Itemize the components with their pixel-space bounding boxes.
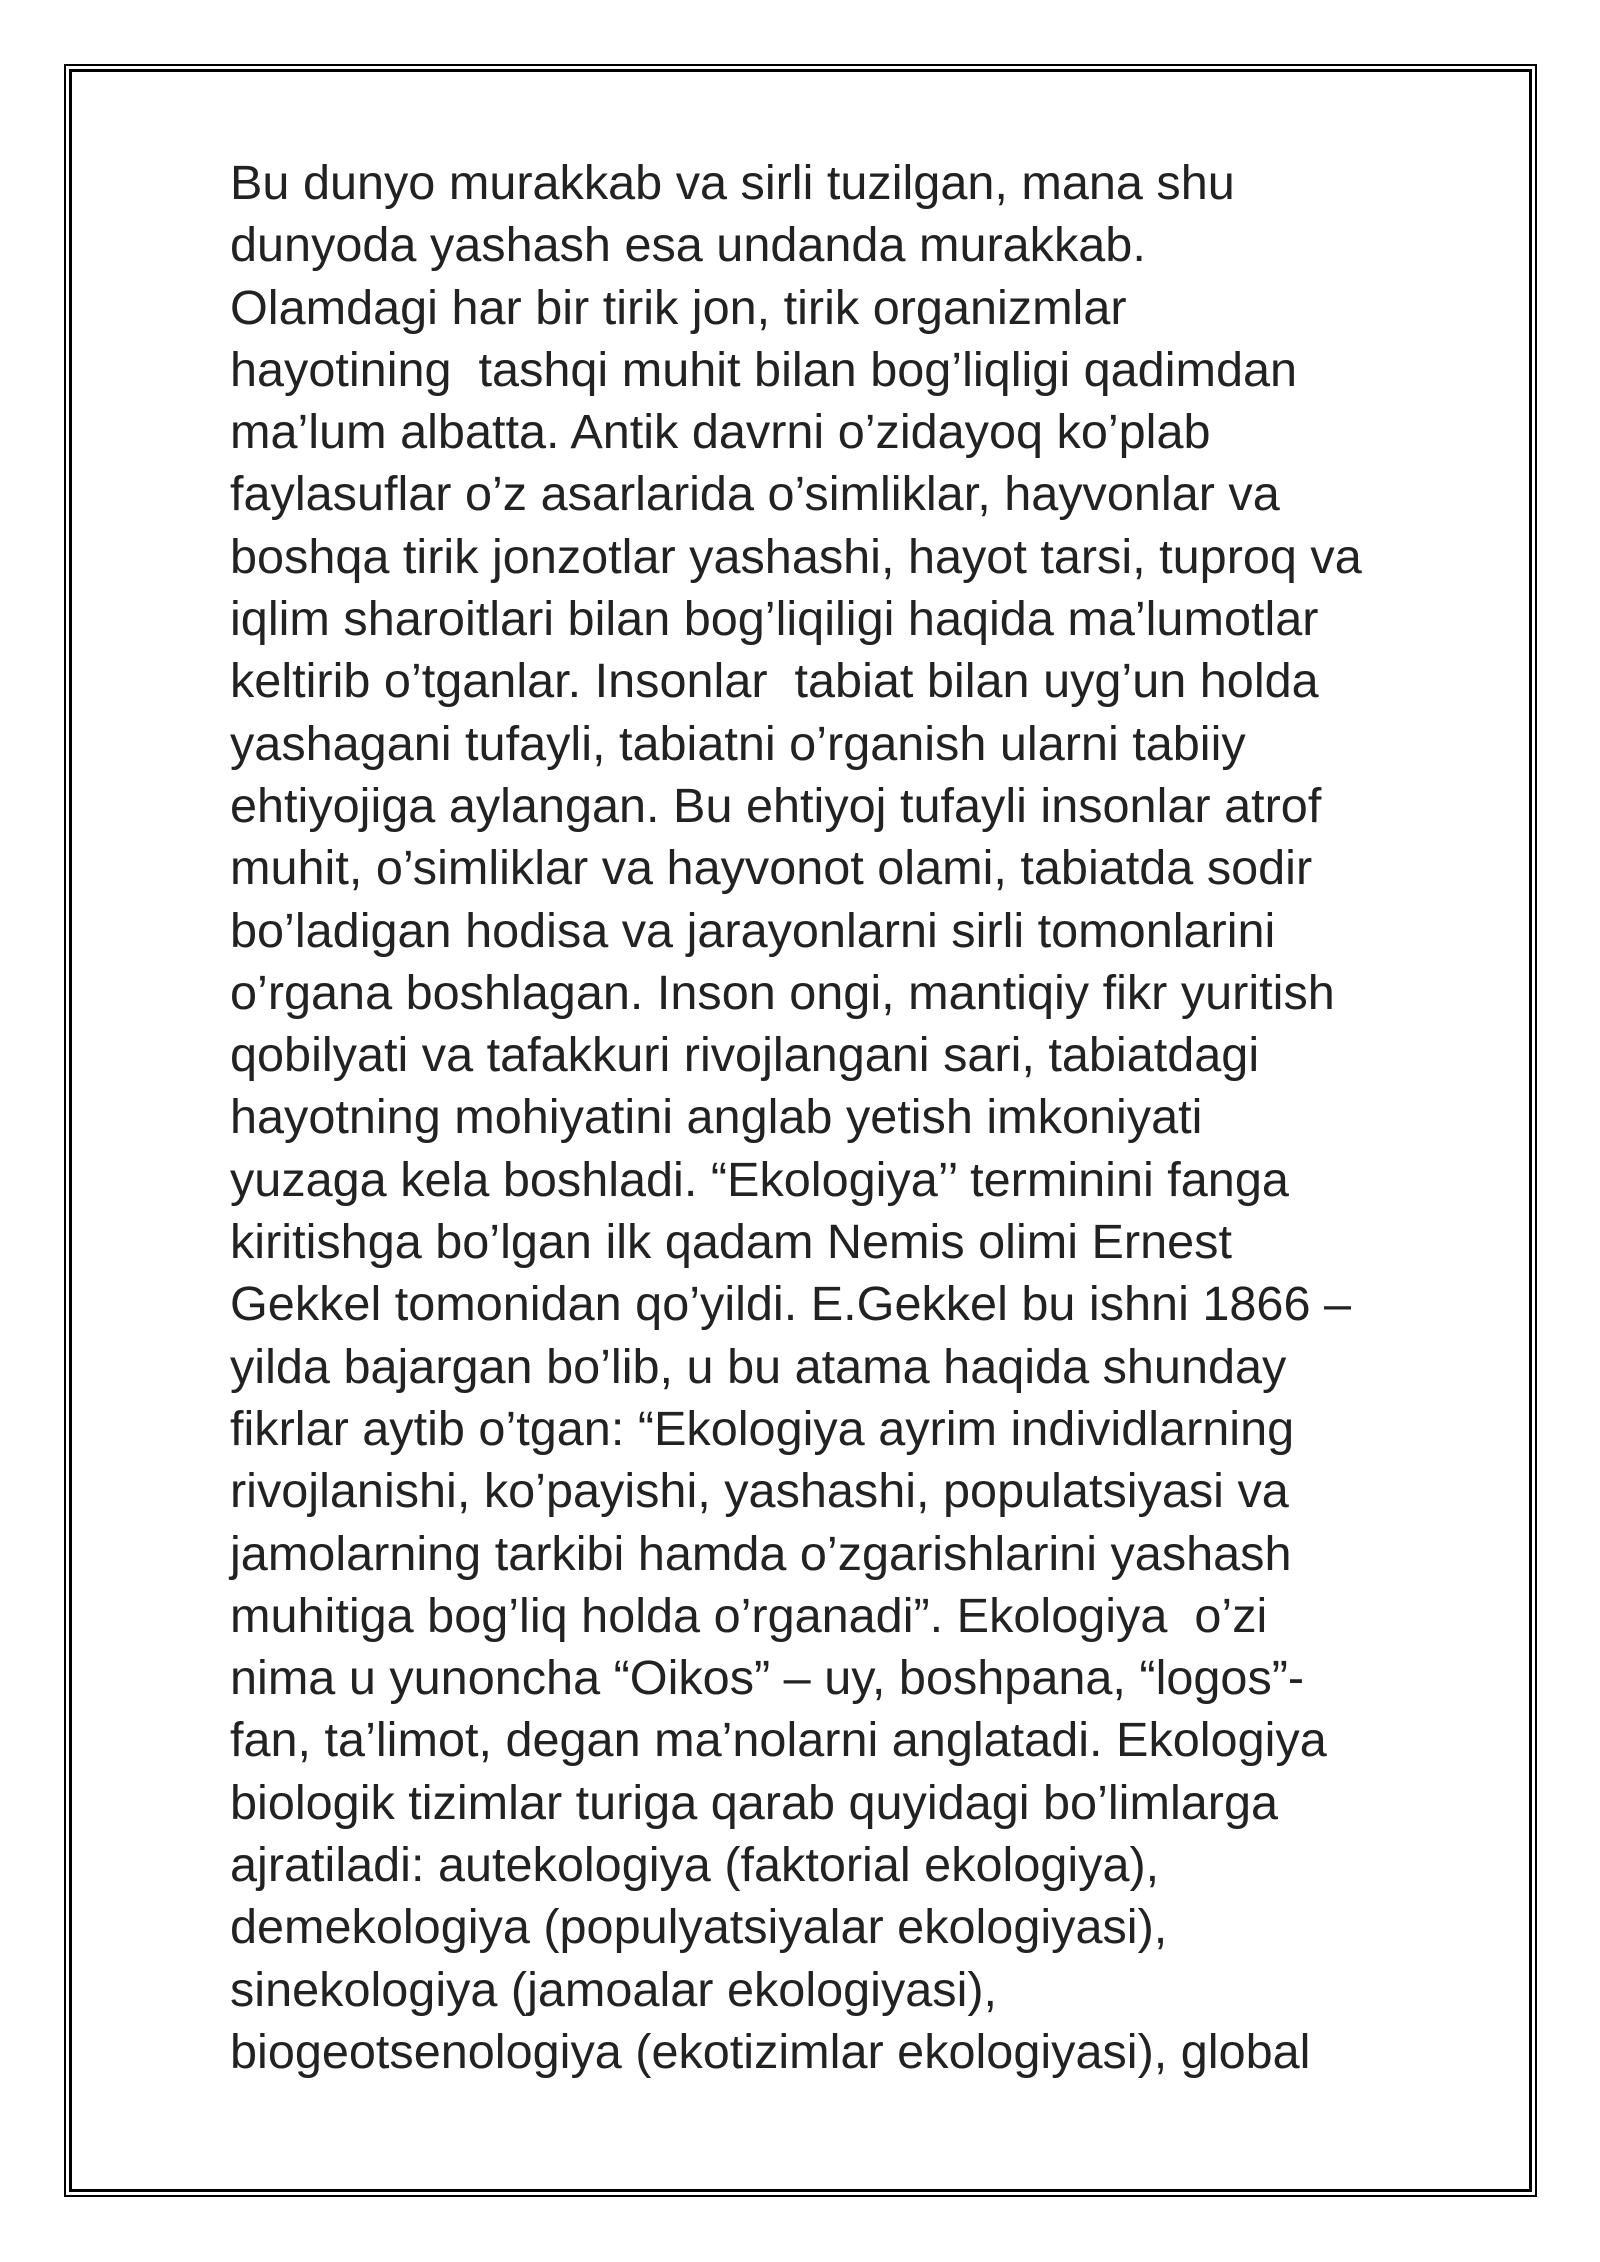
text-line: keltirib o’tganlar. Insonlar tabiat bilan uyg’un holda [230, 654, 1319, 709]
text-line: boshqa tirik jonzotlar yashashi, hayot tarsi, tuproq va [230, 529, 1362, 584]
text-line: dunyoda yashash esa undanda murakkab. [230, 218, 1146, 273]
text-line: ajratiladi: autekologiya (faktorial ekologiya), [230, 1838, 1160, 1893]
text-line: fan, ta’limot, degan ma’nolarni anglatadi. Ekologiya [230, 1713, 1327, 1768]
text-line: demekologiya (populyatsiyalar ekologiyasi), [230, 1900, 1168, 1955]
text-line: hayotning mohiyatini anglab yetish imkoniyati [230, 1090, 1203, 1145]
text-line: Gekkel tomonidan qo’yildi. E.Gekkel bu ishni 1866 – [230, 1277, 1352, 1332]
text-line: ehtiyojiga aylangan. Bu ehtiyoj tufayli insonlar atrof [230, 778, 1322, 833]
document-body-text [230, 152, 1530, 2083]
text-line: sinekologiya (jamoalar ekologiyasi), [230, 1962, 998, 2017]
text-line: yuzaga kela boshladi. “Ekologiya’’ terminini fanga [230, 1152, 1289, 1207]
text-line: iqlim sharoitlari bilan bog’liqiligi haqida ma’lumotlar [230, 592, 1319, 647]
text-line: kiritishga bo’lgan ilk qadam Nemis olimi Ernest [230, 1215, 1232, 1270]
text-line: biogeotsenologiya (ekotizimlar ekologiyasi), global [230, 2024, 1311, 2079]
text-line: muhitiga bog’liq holda o’rganadi”. Ekologiya o’zi [230, 1588, 1268, 1643]
text-line: bo’ladigan hodisa va jarayonlarni sirli tomonlarini [230, 903, 1276, 958]
text-line: biologik tizimlar turiga qarab quyidagi bo’limlarga [230, 1775, 1278, 1830]
text-line: Olamdagi har bir tirik jon, tirik organizmlar [230, 280, 1127, 335]
text-line: jamolarning tarkibi hamda o’zgarishlarini yashash [230, 1526, 1292, 1581]
text-line: fikrlar aytib o’tgan: “Ekologiya ayrim individlarning [230, 1401, 1295, 1456]
text-line: yilda bajargan bo’lib, u bu atama haqida shunday [230, 1339, 1287, 1394]
text-line: hayotining tashqi muhit bilan bog’liqligi qadimdan [230, 342, 1298, 397]
text-line: Bu dunyo murakkab va sirli tuzilgan, mana shu [230, 156, 1235, 210]
text-line: faylasuflar o’z asarlarida o’simliklar, hayvonlar va [230, 467, 1280, 522]
text-line: yashagani tufayli, tabiatni o’rganish ularni tabiiy [230, 716, 1246, 771]
text-line: nima u yunoncha “Oikos” – uy, boshpana, “logos”- [230, 1651, 1305, 1706]
text-line: rivojlanishi, ko’payishi, yashashi, populatsiyasi va [230, 1464, 1289, 1519]
text-line: qobilyati va tafakkuri rivojlangani sari, tabiatdagi [230, 1028, 1260, 1083]
text-line: muhit, o’simliklar va hayvonot olami, tabiatda sodir [230, 841, 1313, 896]
text-line: ma’lum albatta. Antik davrni o’zidayoq ko’plab [230, 405, 1211, 460]
text-line: o’rgana boshlagan. Inson ongi, mantiqiy fikr yuritish [230, 965, 1335, 1020]
